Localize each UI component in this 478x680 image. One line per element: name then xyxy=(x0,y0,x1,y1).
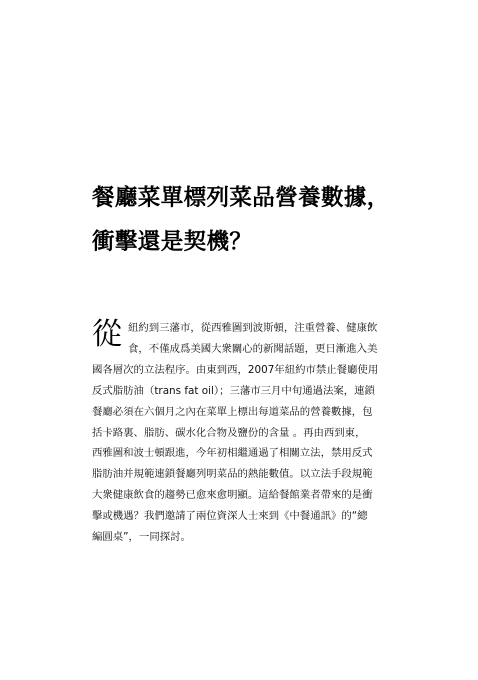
body-line-6: 括卡路裏、脂肪、碳水化合物及鹽份的含量 。再由西到東， xyxy=(92,426,366,439)
body-line-10: 擊或機遇？我們邀請了兩位資深人士來到《中餐通訊》的“總 xyxy=(92,510,368,523)
title-line-1: 餐廳菜單標列菜品營養數據， xyxy=(92,185,390,211)
body-line-8: 脂肪油并規範連鎖餐廳列明菜品的熱能數值。以立法手段規範 xyxy=(92,468,373,481)
body-line-3: 國各層次的立法程序。由東到西，2007年紐約市禁止餐廳使用 xyxy=(92,363,379,376)
body-line-1: 紐約到三藩市，從西雅圖到波斯頓，注重營養、健康飲 xyxy=(128,322,378,334)
body-line-5: 餐廳必須在六個月之內在菜單上標出每道菜品的營養數據，包 xyxy=(92,405,373,418)
body-line-7: 西雅圖和波士頓跟進，今年初相繼通過了相關立法，禁用反式 xyxy=(92,447,373,460)
article-body xyxy=(92,318,437,548)
body-line-4: 反式脂肪油（trans fat oil）；三藩市三月中旬通過法案，連鎖 xyxy=(92,384,375,397)
article-title xyxy=(92,176,452,264)
body-line-2: 食，不僅成爲美國大衆關心的新聞話題，更日漸進入美 xyxy=(128,342,378,355)
title-line-2: 衝擊還是契機？ xyxy=(92,229,253,255)
drop-cap: 從 xyxy=(92,317,122,352)
body-line-9: 大衆健康飲食的趨勢已愈來愈明顯。這給餐館業者帶來的是衝 xyxy=(92,489,373,502)
body-line-11: 編圓桌”，一同探討。 xyxy=(92,531,191,544)
